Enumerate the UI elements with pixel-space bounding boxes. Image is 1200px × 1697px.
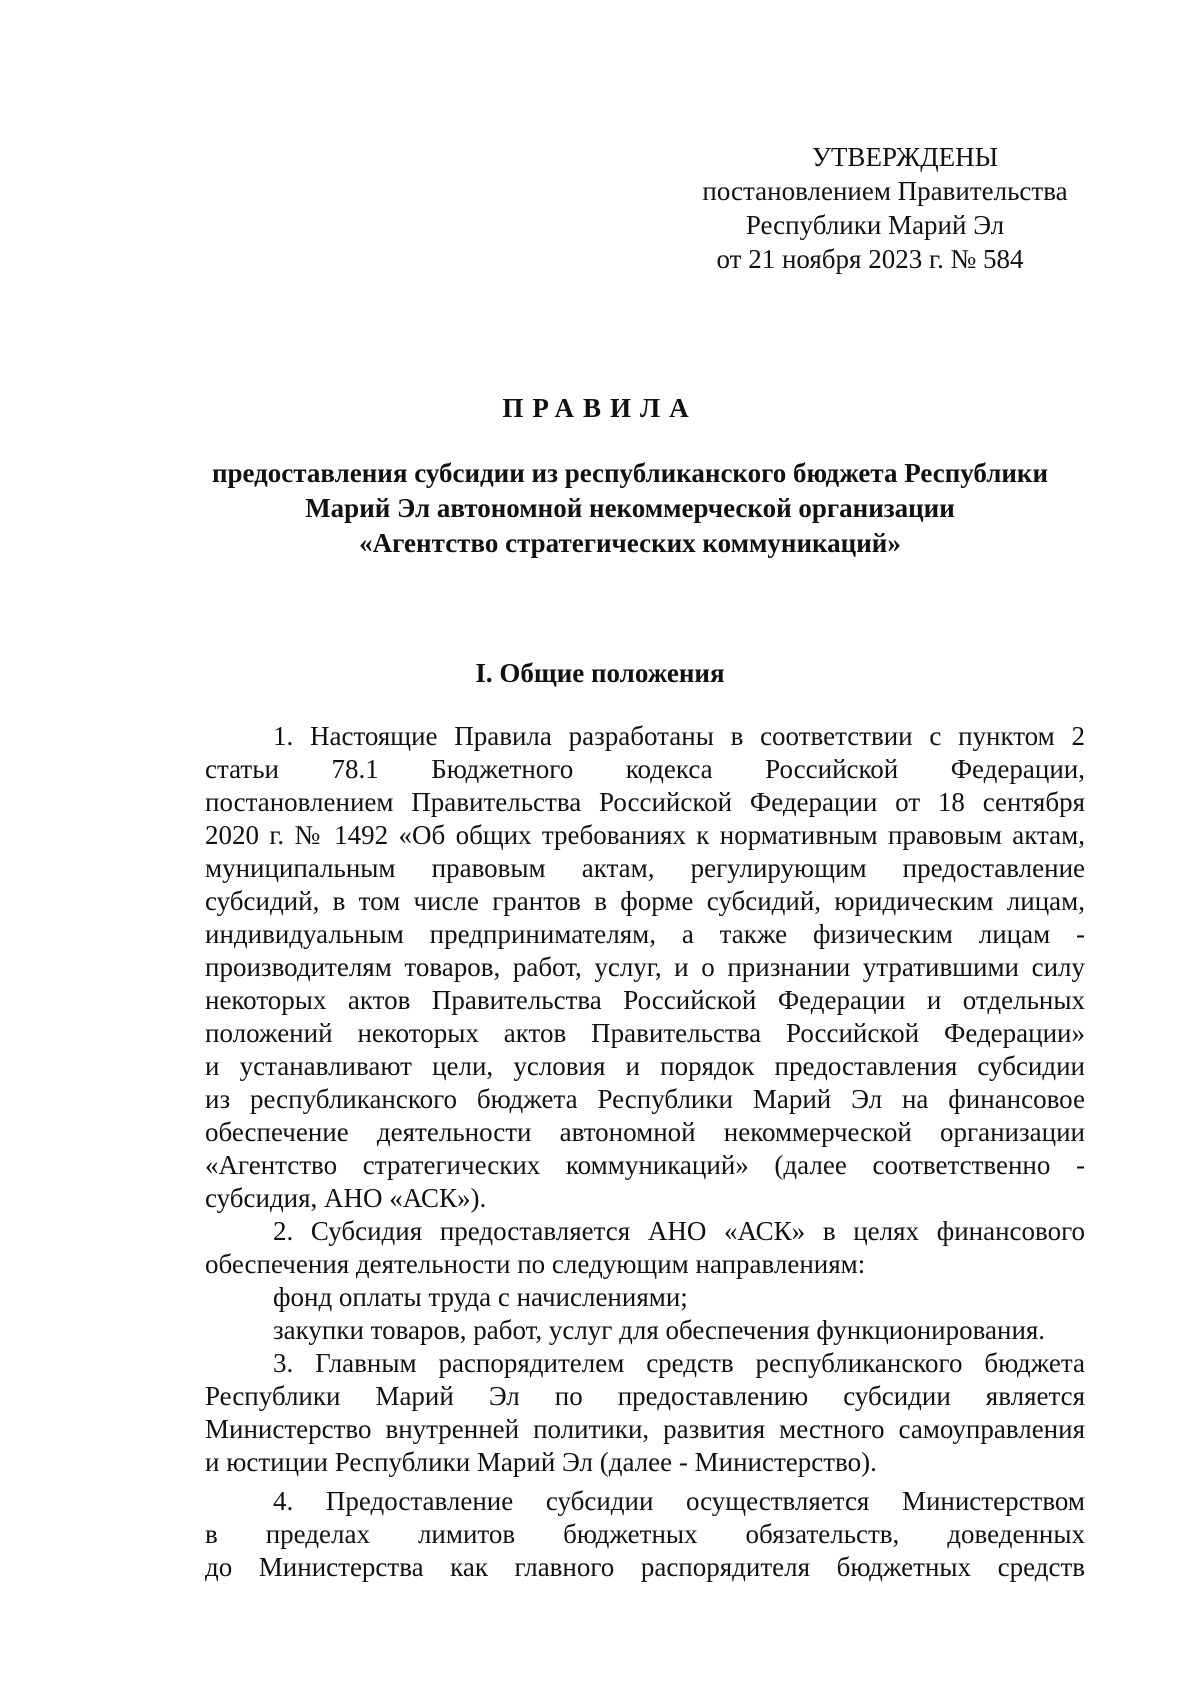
subtitle-line: Марий Эл автономной некоммерческой организации	[305, 493, 955, 523]
paragraph-line: 2. Субсидия предоставляется АНО «АСК» в целях финансового	[273, 1216, 1085, 1246]
paragraph-line: и юстиции Республики Марий Эл (далее - Министерство).	[205, 1447, 877, 1477]
approval-status: УТВЕРЖДЕНЫ	[811, 142, 999, 172]
approval-region: Республики Марий Эл	[745, 210, 1005, 240]
paragraph-line: индивидуальным предпринимателям, а также физическим лицам -	[205, 919, 1085, 949]
subtitle-line: «Агентство стратегических коммуникаций»	[359, 528, 901, 558]
approval-block	[650, 140, 1090, 276]
document-subtitle	[180, 456, 1080, 561]
paragraph-line: из республиканского бюджета Республики Марий Эл на финансовое	[205, 1084, 1085, 1114]
paragraph-line: субсидий, в том числе грантов в форме субсидий, юридическим лицам,	[205, 886, 1085, 916]
approval-date-number: от 21 ноября 2023 г. № 584	[716, 244, 1024, 274]
paragraph-line: 3. Главным распорядителем средств республиканского бюджета	[273, 1348, 1085, 1378]
paragraph-line: Республики Марий Эл по предоставлению субсидии является	[205, 1381, 1085, 1411]
paragraph-line: Министерство внутренней политики, развития местного самоуправления	[205, 1414, 1085, 1444]
paragraph-line: в пределах лимитов бюджетных обязательств, доведенных	[205, 1519, 1085, 1549]
approval-authority: постановлением Правительства	[702, 176, 1068, 206]
body-text	[205, 720, 1085, 1584]
paragraph-line: 4. Предоставление субсидии осуществляется Министерством	[273, 1486, 1085, 1516]
paragraph-line: 1. Настоящие Правила разработаны в соответствии с пунктом 2	[273, 721, 1085, 751]
paragraph-line: обеспечение деятельности автономной некоммерческой организации	[205, 1117, 1085, 1147]
paragraph-line: до Министерства как главного распорядителя бюджетных средств	[205, 1552, 1085, 1582]
document-title: ПРАВИЛА	[502, 393, 698, 423]
paragraph-line: статьи 78.1 Бюджетного кодекса Российской Федерации,	[205, 754, 1085, 784]
paragraph-line: некоторых актов Правительства Российской Федерации и отдельных	[205, 985, 1085, 1015]
paragraph-line: закупки товаров, работ, услуг для обеспечения функционирования.	[273, 1315, 1046, 1345]
paragraph-line: производителям товаров, работ, услуг, и о признании утратившими силу	[205, 952, 1085, 982]
paragraph-line: обеспечения деятельности по следующим направлениям:	[205, 1249, 866, 1279]
section-heading: I. Общие положения	[475, 658, 725, 688]
subtitle-line: предоставления субсидии из республиканского бюджета Республики	[211, 458, 1049, 488]
paragraph-line: постановлением Правительства Российской Федерации от 18 сентября	[205, 787, 1085, 817]
paragraph-line: 2020 г. № 1492 «Об общих требованиях к нормативным правовым актам,	[205, 820, 1085, 850]
paragraph-line: субсидия, АНО «АСК»).	[205, 1183, 487, 1213]
paragraph-line: положений некоторых актов Правительства Российской Федерации»	[205, 1018, 1085, 1048]
paragraph-line: и устанавливают цели, условия и порядок предоставления субсидии	[205, 1051, 1085, 1081]
paragraph-line: муниципальным правовым актам, регулирующим предоставление	[205, 853, 1085, 883]
paragraph-line: фонд оплаты труда с начислениями;	[273, 1282, 688, 1312]
paragraph-line: «Агентство стратегических коммуникаций» (далее соответственно -	[205, 1150, 1085, 1180]
